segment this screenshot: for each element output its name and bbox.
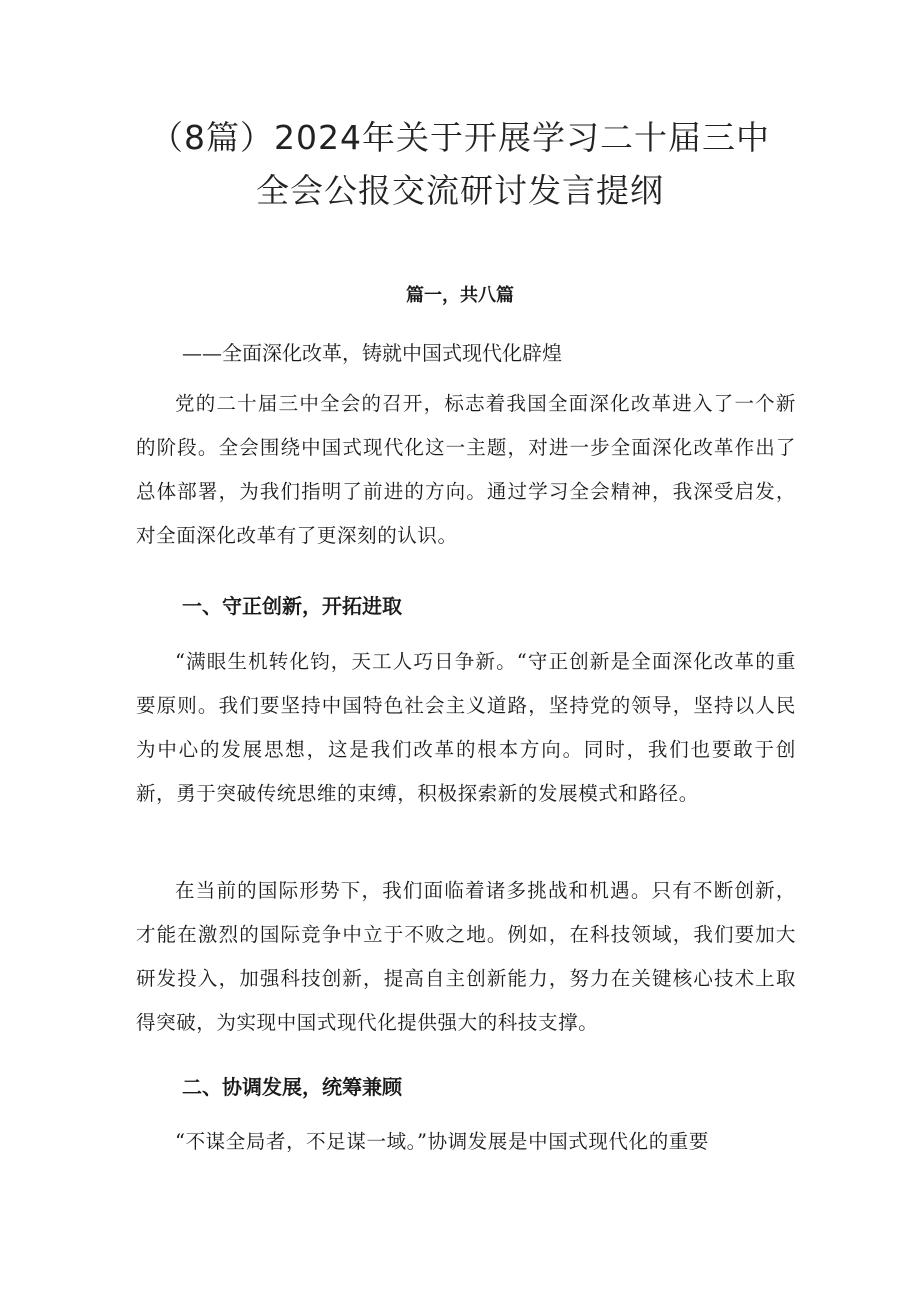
document-title-line-1: （8篇）2024年关于开展学习二十届三中 [150,118,770,157]
section-title: 篇一，共八篇 [406,285,514,306]
paragraph-3: 在当前的国际形势下，我们面临着诸多挑战和机遇。只有不断创新，才能在激烈的国际竞争中立于不败之地。例如，在科技领域，我们要加大研发投入，加强科技创新，提高自主创新能力，努力在关键核心技术上取得突破，为实现中国式现代化提供强大的科技支撑。 [136,879,796,1034]
paragraph-intro: 党的二十届三中全会的召开，标志着我国全面深化改革进入了一个新的阶段。全会围绕中国式现代化这一主题，对进一步全面深化改革作出了总体部署，为我们指明了前进的方向。通过学习全会精神，我深受启发，对全面深化改革有了更深刻的认识。 [136,392,796,547]
paragraph-2: “满眼生机转化钧，天工人巧日争新。“守正创新是全面深化改革的重要原则。我们要坚持中国特色社会主义道路，坚持党的领导，坚持以人民为中心的发展思想，这是我们改革的根本方向。同时，我们也要敢于创新，勇于突破传统思维的束缚，积极探索新的发展模式和路径。 [136,650,796,805]
heading-2: 二、协调发展，统筹兼顾 [182,1075,402,1099]
paragraph-4: “不谋全局者，不足谋一域。”协调发展是中国式现代化的重要 [175,1130,709,1153]
section-subtitle: ——全面深化改革，铸就中国式现代化辟煌 [182,341,562,365]
document-title-line-2: 全会公报交流研讨发言提纲 [256,171,664,210]
heading-1: 一、守正创新，开拓进取 [182,594,402,618]
